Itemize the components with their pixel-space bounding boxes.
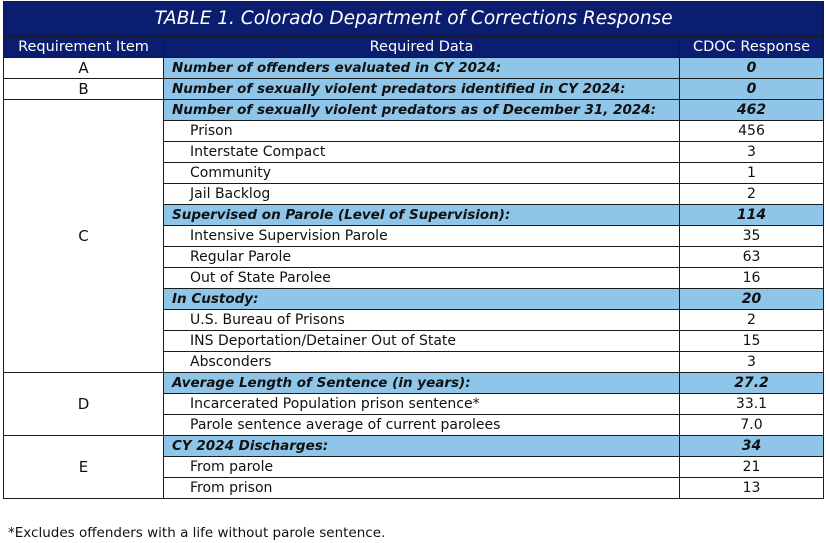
table-title: TABLE 1. Colorado Department of Corrections Response xyxy=(4,2,824,37)
row-value: 21 xyxy=(680,457,824,478)
row-value: 1 xyxy=(680,163,824,184)
row-label: Regular Parole xyxy=(164,247,680,268)
row-value: 13 xyxy=(680,478,824,499)
header-row xyxy=(4,37,824,58)
section-heading: CY 2024 Discharges: xyxy=(164,436,680,457)
section-total-value: 0 xyxy=(680,79,824,100)
row-label: From parole xyxy=(164,457,680,478)
row-label: U.S. Bureau of Prisons xyxy=(164,310,680,331)
section-heading: Average Length of Sentence (in years): xyxy=(164,373,680,394)
row-label: Jail Backlog xyxy=(164,184,680,205)
row-label: Incarcerated Population prison sentence* xyxy=(164,394,680,415)
row-label: Out of State Parolee xyxy=(164,268,680,289)
row-value: 35 xyxy=(680,226,824,247)
title-row xyxy=(4,2,824,37)
section-heading: Number of sexually violent predators identified in CY 2024: xyxy=(164,79,680,100)
header-requirement-item: Requirement Item xyxy=(4,37,164,58)
row-label: Absconders xyxy=(164,352,680,373)
row-value: 3 xyxy=(680,142,824,163)
requirement-item-cell: D xyxy=(4,373,164,436)
row-value: 2 xyxy=(680,184,824,205)
row-value: 15 xyxy=(680,331,824,352)
section-heading: Supervised on Parole (Level of Supervision): xyxy=(164,205,680,226)
row-value: 456 xyxy=(680,121,824,142)
table-row xyxy=(4,436,824,457)
requirement-item-cell: E xyxy=(4,436,164,499)
section-heading: Number of sexually violent predators as of December 31, 2024: xyxy=(164,100,680,121)
row-label: Parole sentence average of current parolees xyxy=(164,415,680,436)
section-heading: In Custody: xyxy=(164,289,680,310)
requirement-item-cell: A xyxy=(4,58,164,79)
section-total-value: 462 xyxy=(680,100,824,121)
cdoc-response-table xyxy=(3,1,824,499)
row-label: Prison xyxy=(164,121,680,142)
header-cdoc-response: CDOC Response xyxy=(680,37,824,58)
row-value: 7.0 xyxy=(680,415,824,436)
footnote: *Excludes offenders with a life without parole sentence. xyxy=(8,525,386,541)
table-row xyxy=(4,79,824,100)
table-row xyxy=(4,373,824,394)
table-row xyxy=(4,58,824,79)
row-label: Interstate Compact xyxy=(164,142,680,163)
header-required-data: Required Data xyxy=(164,37,680,58)
row-label: Intensive Supervision Parole xyxy=(164,226,680,247)
section-total-value: 20 xyxy=(680,289,824,310)
row-value: 63 xyxy=(680,247,824,268)
section-total-value: 114 xyxy=(680,205,824,226)
section-total-value: 27.2 xyxy=(680,373,824,394)
row-label: From prison xyxy=(164,478,680,499)
row-value: 33.1 xyxy=(680,394,824,415)
row-value: 16 xyxy=(680,268,824,289)
row-value: 3 xyxy=(680,352,824,373)
row-value: 2 xyxy=(680,310,824,331)
section-total-value: 34 xyxy=(680,436,824,457)
row-label: INS Deportation/Detainer Out of State xyxy=(164,331,680,352)
requirement-item-cell: B xyxy=(4,79,164,100)
section-heading: Number of offenders evaluated in CY 2024: xyxy=(164,58,680,79)
table-container xyxy=(3,1,823,499)
requirement-item-cell: C xyxy=(4,100,164,373)
section-total-value: 0 xyxy=(680,58,824,79)
table-row xyxy=(4,100,824,121)
row-label: Community xyxy=(164,163,680,184)
